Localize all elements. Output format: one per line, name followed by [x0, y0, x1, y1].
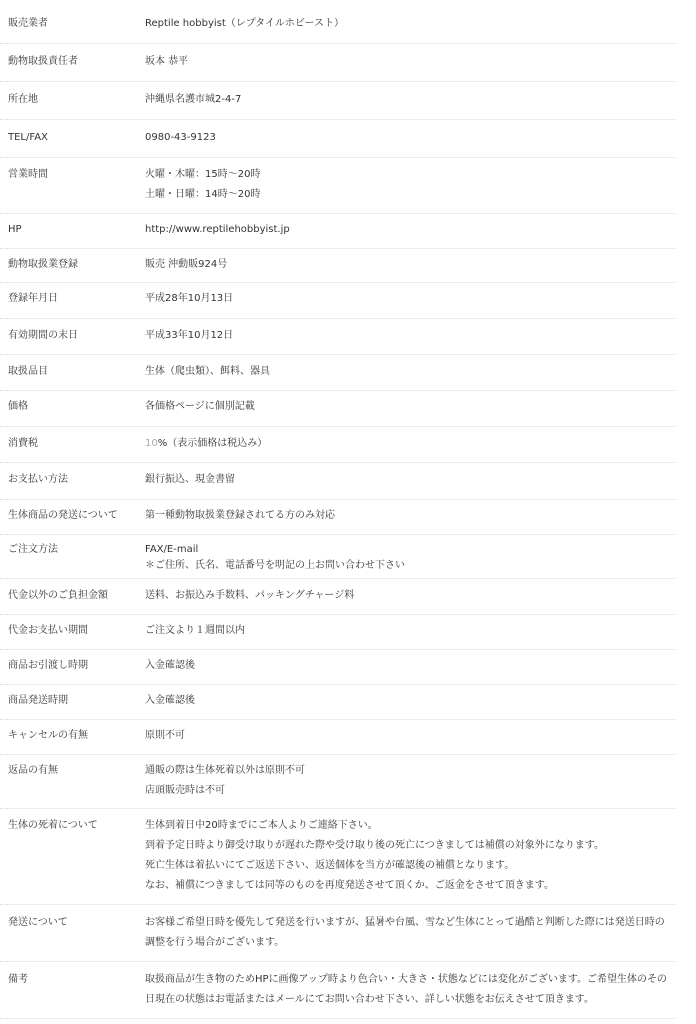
row-value	[145, 726, 676, 746]
row-label: 発送について	[8, 917, 68, 928]
value-line: http://www.reptilehobbyist.jp	[145, 224, 290, 235]
value-line: 原則不可	[145, 730, 185, 741]
value-line	[145, 434, 676, 454]
value-line: 生体（爬虫類）、餌料、器具	[145, 366, 270, 377]
value-line: 通販の際は生体死着以外は原則不可	[145, 765, 305, 776]
value-line: 調整を行う場合がございます。	[145, 937, 285, 948]
value-line: 店頭販売時は不可	[145, 785, 225, 796]
table-row	[0, 355, 676, 391]
table-row	[0, 120, 676, 158]
row-value	[145, 586, 676, 606]
table-row	[0, 500, 676, 535]
table-row	[0, 391, 676, 427]
value-line: 平成28年10月13日	[145, 293, 234, 304]
table-row	[0, 44, 676, 82]
table-row	[0, 82, 676, 120]
row-value	[145, 397, 676, 417]
table-row	[0, 535, 676, 579]
table-row	[0, 283, 676, 319]
value-line: 土曜・日曜：14時〜20時	[145, 189, 261, 200]
row-label: 取扱品目	[8, 366, 48, 377]
row-value	[145, 220, 676, 240]
row-label: TEL/FAX	[8, 132, 48, 143]
row-label: 備考	[8, 974, 28, 985]
row-value	[145, 656, 676, 676]
row-value	[145, 913, 676, 953]
row-label: 代金以外のご負担金額	[8, 590, 108, 601]
row-label: 有効期間の末日	[8, 330, 78, 341]
row-label: 生体の死着について	[8, 820, 98, 831]
table-row	[0, 809, 676, 905]
row-label: 販売業者	[8, 18, 48, 29]
row-value	[145, 970, 676, 1010]
table-row	[0, 0, 676, 44]
value-line: 入金確認後	[145, 695, 195, 706]
value-line: Reptile hobbyist（レプタイルホビースト）	[145, 18, 344, 29]
row-value	[145, 761, 676, 801]
value-line: 火曜・木曜：15時〜20時	[145, 169, 261, 180]
table-row	[0, 249, 676, 283]
row-label: お支払い方法	[8, 474, 68, 485]
table-row	[0, 685, 676, 720]
row-value	[145, 470, 676, 490]
value-line: 坂本 恭平	[145, 56, 189, 67]
row-value	[145, 52, 676, 72]
table-row	[0, 463, 676, 500]
value-text: %（表示価格は税込み）	[157, 438, 268, 449]
table-row	[0, 427, 676, 463]
value-line: 入金確認後	[145, 660, 195, 671]
value-line: なお、補償につきましては同等のものを再度発送させて頂くか、ご返金をさせて頂きます。	[145, 880, 554, 891]
table-row	[0, 158, 676, 214]
row-value	[145, 621, 676, 641]
row-label: 消費税	[8, 438, 38, 449]
row-label: 返品の有無	[8, 765, 58, 776]
value-line: 第一種動物取扱業登録されてる方のみ対応	[145, 510, 335, 521]
value-line: 死亡生体は着払いにてご返送下さい、返送個体を当方が確認後の補償となります。	[145, 860, 515, 871]
value-line: ご注文より１週間以内	[145, 625, 245, 636]
table-row	[0, 720, 676, 755]
row-label: 生体商品の発送について	[8, 510, 118, 521]
row-label: ご注文方法	[8, 544, 58, 555]
table-row	[0, 962, 676, 1019]
table-row	[0, 755, 676, 809]
row-value	[145, 14, 676, 34]
table-row	[0, 650, 676, 685]
row-value	[145, 434, 676, 454]
table-row	[0, 615, 676, 650]
value-line: 各価格ページに個別記載	[145, 401, 255, 412]
value-line: 生体到着日中20時までにご本人よりご連絡下さい。	[145, 820, 378, 831]
row-label: 登録年月日	[8, 293, 58, 304]
row-label: 代金お支払い期間	[8, 625, 88, 636]
value-prefix: 10	[145, 438, 158, 449]
table-row	[0, 905, 676, 962]
value-line: 日現在の状態はお電話またはメールにてお問い合わせ下さい、詳しい状態をお伝えさせて頂きます。	[145, 994, 594, 1005]
row-label: 価格	[8, 401, 28, 412]
table-row	[0, 319, 676, 355]
row-label: 動物取扱業登録	[8, 259, 78, 270]
row-value	[145, 326, 676, 346]
row-label: 動物取扱責任者	[8, 56, 78, 67]
row-value	[145, 506, 676, 526]
row-value	[145, 542, 676, 574]
row-value	[145, 90, 676, 110]
row-value	[145, 816, 676, 896]
table-row	[0, 214, 676, 249]
row-value	[145, 255, 676, 275]
value-line: 取扱商品が生き物のためHPに画像アップ時より色合い・大きさ・状態などには変化がございます。ご希望生体のその	[145, 974, 668, 985]
row-label: 所在地	[8, 94, 38, 105]
value-line: 送料、お振込み手数料、パッキングチャージ料	[145, 590, 355, 601]
value-line: 沖縄県名護市城2-4-7	[145, 94, 242, 105]
value-line: お客様ご希望日時を優先して発送を行いますが、猛暑や台風、雪など生体にとって過酷と判断した際には発送日時の	[145, 917, 665, 928]
row-value	[145, 165, 676, 205]
row-value	[145, 289, 676, 309]
row-label: 商品発送時期	[8, 695, 68, 706]
value-line: 到着予定日時より御受け取りが遅れた際や受け取り後の死亡につきましては補償の対象外になります。	[145, 840, 604, 851]
value-line: 平成33年10月12日	[145, 330, 234, 341]
row-label: 営業時間	[8, 169, 48, 180]
row-label: HP	[8, 224, 22, 235]
table-row	[0, 579, 676, 615]
value-line: ＊ご住所、氏名、電話番号を明記の上お問い合わせ下さい	[145, 560, 405, 571]
value-line: FAX/E-mail	[145, 544, 199, 555]
value-line: 0980-43-9123	[145, 132, 216, 143]
value-line: 販売 沖動販924号	[145, 259, 228, 270]
row-value	[145, 362, 676, 382]
row-value	[145, 128, 676, 148]
row-label: キャンセルの有無	[8, 730, 88, 741]
row-label: 商品お引渡し時期	[8, 660, 88, 671]
value-line: 銀行振込、現金書留	[145, 474, 235, 485]
row-value	[145, 691, 676, 711]
